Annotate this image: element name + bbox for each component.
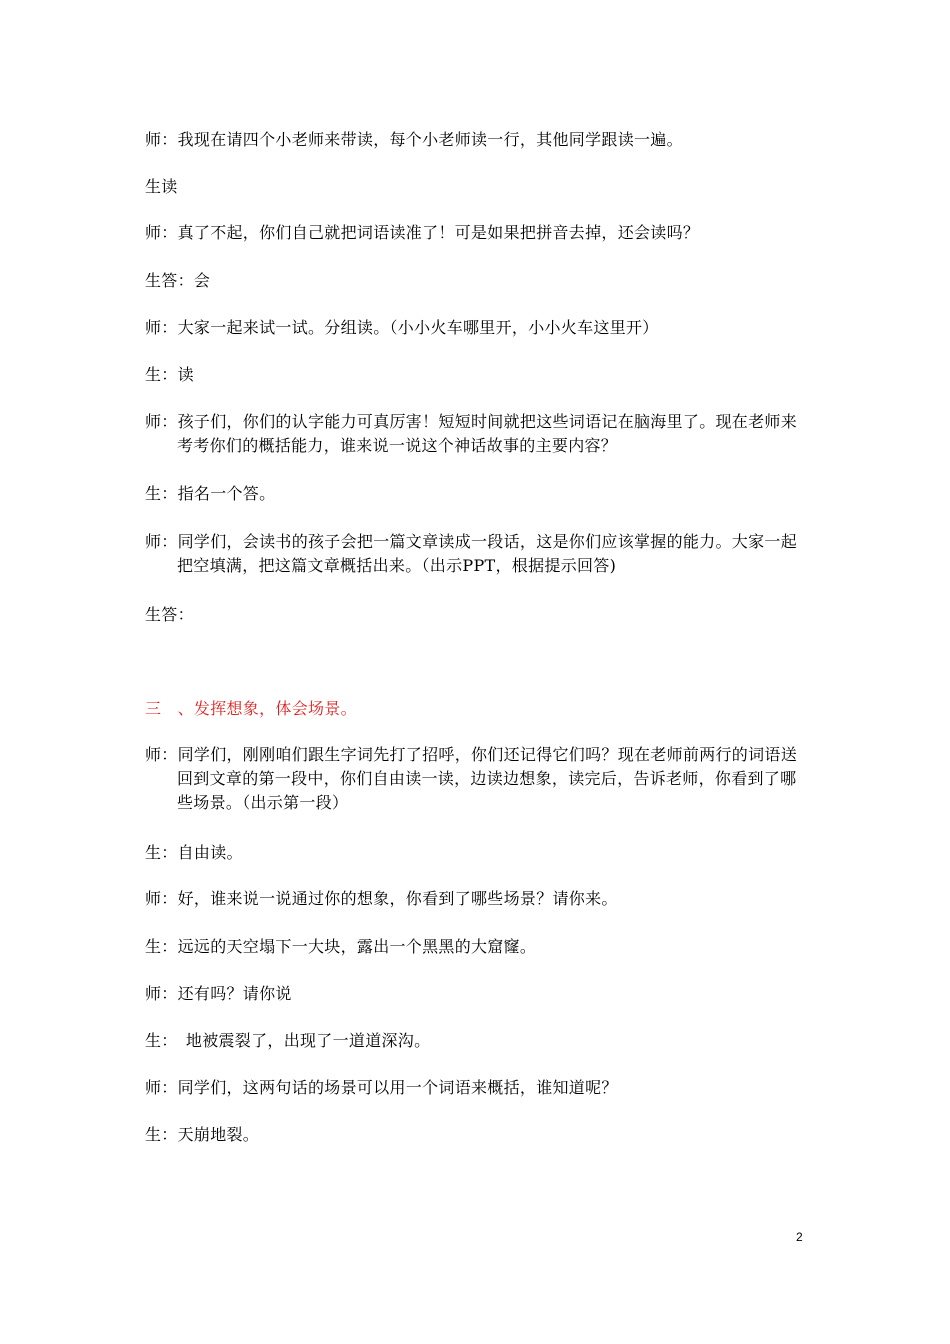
paragraph-teacher-3: 师：大家一起来试一试。分组读。（小小火车哪里开，小小火车这里开） (145, 318, 659, 337)
paragraph-teacher-1: 师：我现在请四个小老师来带读，每个小老师读一行，其他同学跟读一遍。 (145, 130, 683, 149)
paragraph-teacher-2: 师：真了不起，你们自己就把词语读准了！可是如果把拼音去掉，还会读吗？ (145, 223, 700, 242)
paragraph-student-5: 生答： (145, 605, 194, 624)
paragraph-teacher-7: 师：好，谁来说一说通过你的想象，你看到了哪些场景？请你来。 (145, 889, 618, 908)
paragraph-teacher-5: 师：同学们，会读书的孩子会把一篇文章读成一段话，这是你们应该掌握的能力。大家一起把空填满，把这篇文章概括出来。（出示PPT，根据提示回答) (145, 532, 798, 575)
paragraph-teacher-4: 师：孩子们，你们的认字能力可真厉害！短短时间就把这些词语记在脑海里了。现在老师来考考你们的概括能力，谁来说一说这个神话故事的主要内容？ (145, 412, 798, 455)
paragraph-teacher-6: 师：同学们，刚刚咱们跟生字词先打了招呼，你们还记得它们吗？现在老师前两行的词语送回到文章的第一段中，你们自由读一读，边读边想象，读完后，告诉老师，你看到了哪些场景。（出示第一段） (145, 745, 798, 812)
paragraph-student-4: 生：指名一个答。 (145, 484, 276, 503)
paragraph-student-1: 生读 (145, 177, 178, 196)
paragraph-student-6: 生：自由读。 (145, 843, 243, 862)
paragraph-student-8: 生： 地被震裂了，出现了一道道深沟。 (145, 1031, 431, 1050)
paragraph-student-7: 生：远远的天空塌下一大块，露出一个黑黑的大窟窿。 (145, 937, 537, 956)
section-heading: 三 、发挥想象，体会场景。 (145, 699, 357, 718)
paragraph-student-2: 生答：会 (145, 271, 211, 290)
page-number: 2 (796, 1230, 803, 1244)
paragraph-student-9: 生：天崩地裂。 (145, 1125, 260, 1144)
paragraph-teacher-8: 师：还有吗？请你说 (145, 984, 292, 1003)
paragraph-teacher-9: 师：同学们，这两句话的场景可以用一个词语来概括，谁知道呢？ (145, 1078, 618, 1097)
paragraph-student-3: 生：读 (145, 365, 194, 384)
